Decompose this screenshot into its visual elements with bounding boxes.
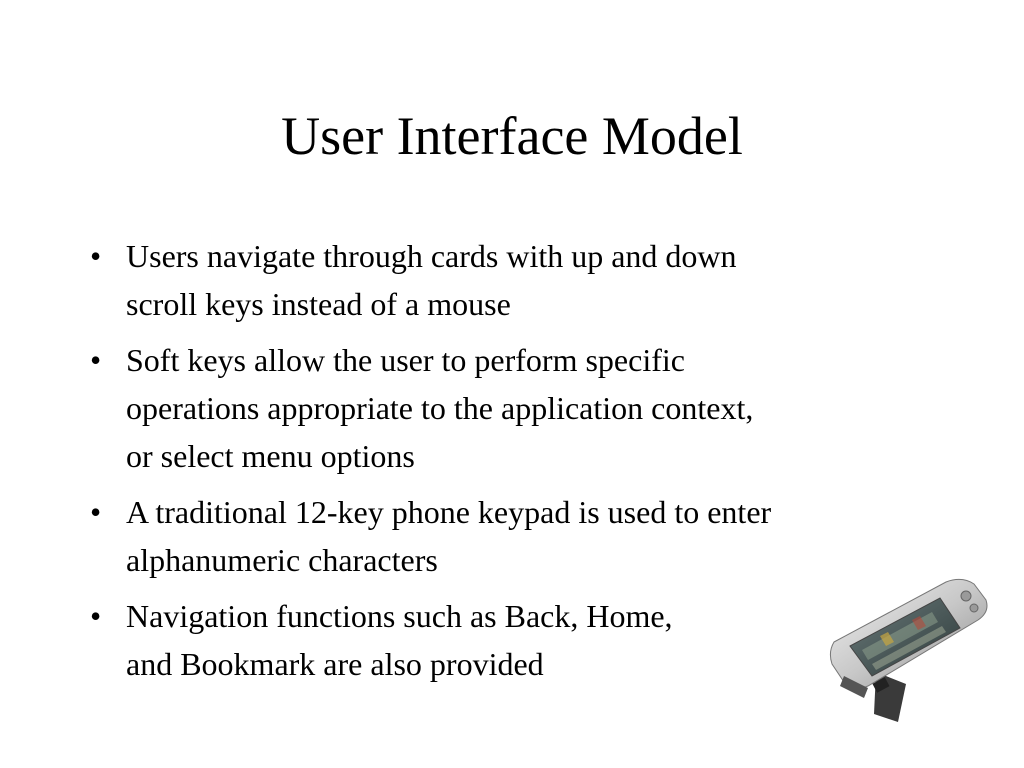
bullet-text-line: alphanumeric characters (126, 542, 438, 578)
bullet-text-line: Soft keys allow the user to perform specific (126, 342, 685, 378)
bullet-item (82, 232, 962, 328)
bullet-text-line: and Bookmark are also provided (126, 646, 544, 682)
bullet-text-line: operations appropriate to the application context, (126, 390, 754, 426)
slide-title: User Interface Model (281, 106, 743, 166)
bullet-text-line: A traditional 12-key phone keypad is used to enter (126, 494, 772, 530)
bullet-dot: • (90, 494, 102, 530)
bullet-item (82, 488, 962, 584)
bullet-dot: • (90, 238, 102, 274)
handheld-device-icon (828, 576, 988, 726)
bullet-text-line: or select menu options (126, 438, 415, 474)
handheld-device-graphic (828, 576, 988, 726)
bullet-item (82, 336, 962, 480)
bullet-text-line: Navigation functions such as Back, Home, (126, 598, 673, 634)
bullet-text-line: scroll keys instead of a mouse (126, 286, 511, 322)
bullet-dot: • (90, 342, 102, 378)
bullet-text-line: Users navigate through cards with up and down (126, 238, 737, 274)
bullet-dot: • (90, 598, 102, 634)
